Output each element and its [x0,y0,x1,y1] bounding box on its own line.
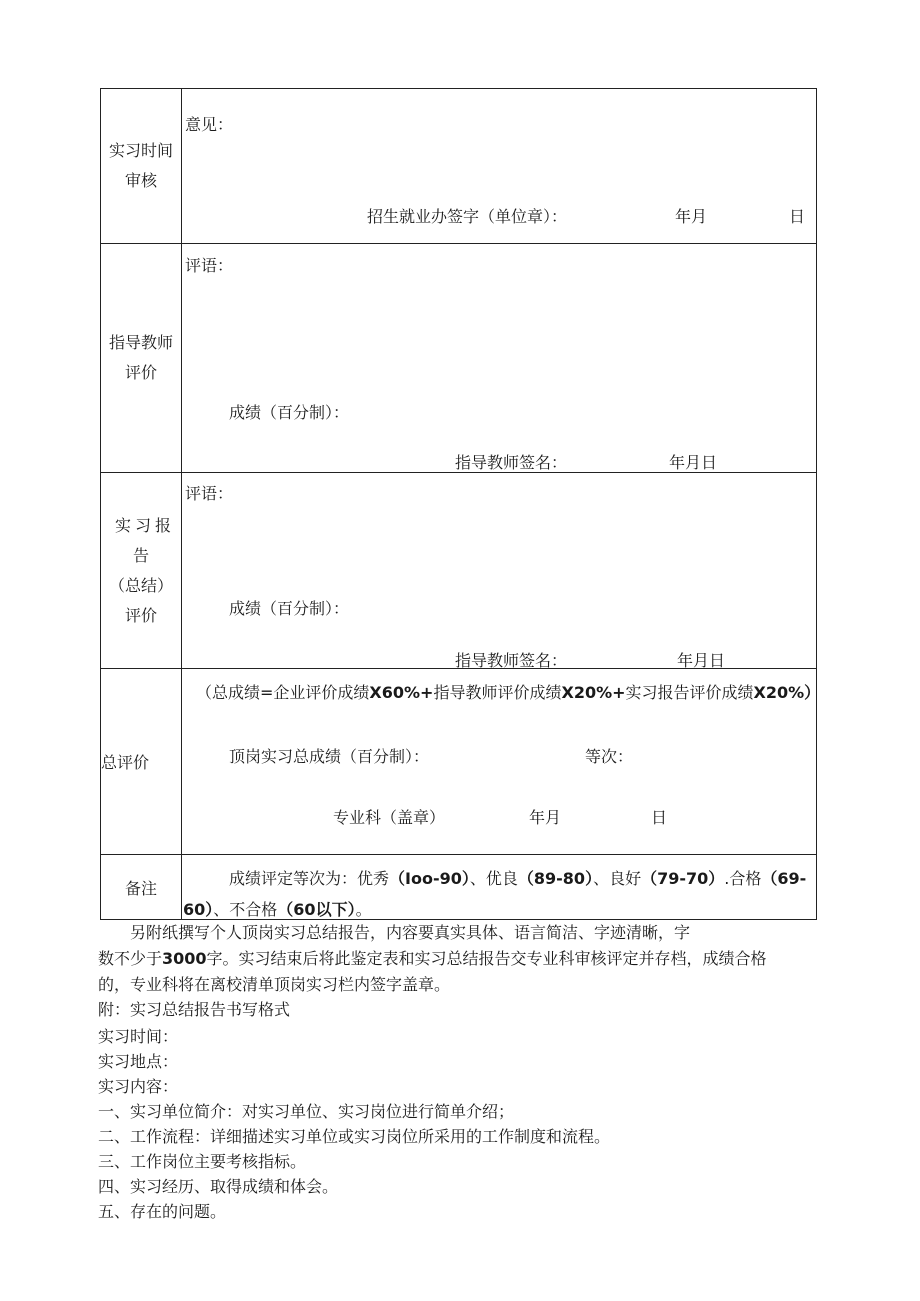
format-item-1: 一、实习单位简介：对实习单位、实习岗位进行简单介绍； [98,1102,515,1121]
employment-office-signature: 招生就业办签字（单位章）： [367,207,568,226]
remarks-row [101,855,817,920]
grade-range: 60） [183,900,214,919]
comment-label: 评语： [185,484,234,503]
grade-range: （Ioo-90） [389,869,470,888]
score-label: 成绩（百分制）： [229,599,350,618]
grade-range: （69- [761,869,807,888]
report-evaluation-row [101,473,817,669]
format-place: 实习地点： [98,1052,179,1071]
total-evaluation-row [101,669,817,855]
date-text: 年月日 [669,453,718,472]
internship-time-review-label [101,89,182,244]
remarks-content [182,855,817,920]
remark-text: 、优良 [469,869,518,888]
remark-text: 成绩评定等次为：优秀 [229,869,390,888]
remark-text: 。 [355,900,372,919]
teacher-evaluation-row [101,244,817,473]
instructions-paragraph [98,920,798,998]
grade-range: （60以下） [277,900,356,919]
label-line: 指导教师 [108,333,173,352]
formula-text: 指导教师评价成绩 [433,683,562,702]
year-month-text: 年月 [529,808,562,827]
score-formula [196,680,820,703]
score-label: 成绩（百分制）： [229,403,350,422]
label-line: 备注 [124,878,157,898]
format-content: 实习内容： [98,1077,179,1096]
department-stamp: 专业科（盖章） [333,808,446,827]
opinion-label: 意见： [185,115,234,134]
teacher-signature: 指导教师签名： [455,453,568,472]
paragraph-line: 另附纸撰写个人顶岗实习总结报告，内容要真实具体、语言简洁、字迹清晰，字 [130,923,691,942]
label-line: 实习报 [114,515,175,535]
label-line: （总结） [108,575,173,595]
internship-time-review-content [182,89,817,244]
formula-weight: X20%） [753,683,821,702]
date-text: 年月日 [677,651,726,670]
grade-range: （89-80） [517,869,594,888]
internship-time-review-row [101,89,817,244]
formula-text: 实习报告评价成绩 [625,683,754,702]
report-evaluation-label [101,473,182,669]
paragraph-text: 字。实习结束后将此鉴定表和实习总结报告交专业科审核评定并存档，成绩合格 [206,949,767,968]
label-line: 告 [132,545,149,565]
grade-range: （79-70） [641,869,725,888]
remark-text: 、良好 [593,869,642,888]
formula-weight: X20%+ [561,683,626,702]
comment-label: 评语： [185,256,234,275]
paragraph-line [98,946,798,972]
appraisal-form-table [100,88,821,920]
format-item-2: 二、工作流程：详细描述实习单位或实习岗位所采用的工作制度和流程。 [98,1127,611,1146]
total-evaluation-content [182,669,821,855]
label-line: 总评价 [101,753,150,772]
year-month-text: 年月 [675,207,708,226]
remark-text: 、不合格 [213,900,278,919]
teacher-evaluation-content [182,244,817,473]
appendix-title: 附：实习总结报告书写格式 [98,1000,291,1019]
paragraph-text: 数不少于 [98,949,163,968]
format-item-4: 四、实习经历、取得成绩和体会。 [98,1177,339,1196]
format-time: 实习时间： [98,1027,179,1046]
formula-weight: X60%+ [369,683,434,702]
formula-text: （总成绩=企业评价成绩 [196,683,370,702]
label-line: 评价 [124,605,157,625]
day-text: 日 [789,207,806,226]
grading-scale-line2 [183,897,372,920]
paragraph-line: 的，专业科将在离校清单顶岗实习栏内签字盖章。 [98,975,451,994]
grade-label: 等次： [585,747,634,766]
total-score-label: 顶岗实习总成绩（百分制）： [229,747,430,766]
format-item-3: 三、工作岗位主要考核指标。 [98,1152,307,1171]
remark-text: .合格 [724,869,762,888]
total-evaluation-label [101,669,182,855]
label-line: 评价 [124,363,157,382]
label-line: 实习时间 [108,141,173,160]
remarks-label [101,855,182,920]
format-item-5: 五、存在的问题。 [98,1202,227,1221]
day-text: 日 [651,808,668,827]
teacher-evaluation-label [101,244,182,473]
report-evaluation-content [182,473,817,669]
grading-scale-line1 [229,866,806,889]
label-line: 审核 [124,171,157,190]
word-count: 3000 [162,949,207,968]
teacher-signature: 指导教师签名： [455,651,568,670]
